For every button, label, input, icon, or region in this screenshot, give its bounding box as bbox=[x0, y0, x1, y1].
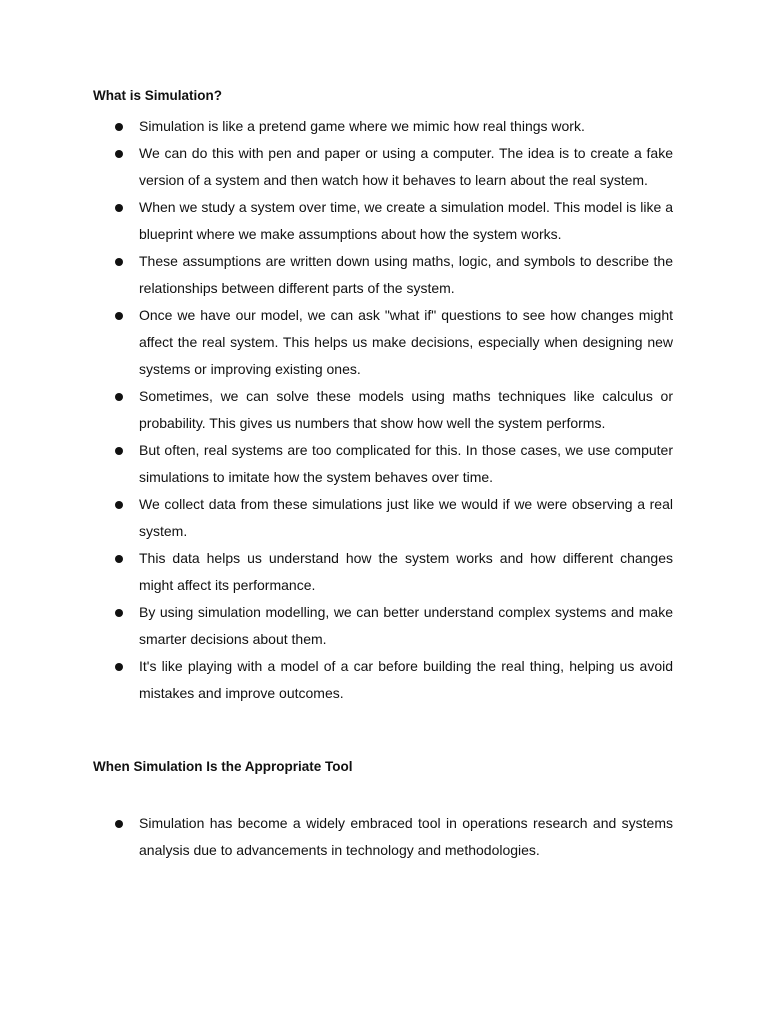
bullet-icon bbox=[115, 501, 123, 509]
bullet-icon bbox=[115, 258, 123, 266]
list-item bbox=[0, 491, 673, 545]
list-item-text: Once we have our model, we can ask "what if" questions to see how changes might affect the real system. This helps us make decisions, especially when designing new systems or improving existing ones. bbox=[139, 307, 673, 377]
list-item bbox=[0, 302, 673, 383]
bullet-icon bbox=[115, 393, 123, 401]
bullet-icon bbox=[115, 312, 123, 320]
list-item-text: But often, real systems are too complicated for this. In those cases, we use computer simulations to imitate how the system behaves over time. bbox=[139, 442, 673, 485]
bullet-icon bbox=[115, 123, 123, 131]
list-item-text: These assumptions are written down using maths, logic, and symbols to describe the relationships between different parts of the system. bbox=[139, 253, 673, 296]
list-item bbox=[0, 194, 673, 248]
bullet-icon bbox=[115, 204, 123, 212]
list-item bbox=[0, 140, 673, 194]
list-item-text: We can do this with pen and paper or using a computer. The idea is to create a fake version of a system and then watch how it behaves to learn about the real system. bbox=[139, 145, 673, 188]
list-item bbox=[0, 653, 673, 707]
bullet-icon bbox=[115, 447, 123, 455]
list-item bbox=[0, 248, 673, 302]
list-item bbox=[0, 810, 673, 864]
list-item bbox=[0, 113, 673, 140]
list-item-text: This data helps us understand how the system works and how different changes might affect its performance. bbox=[139, 550, 673, 593]
list-item-text: Simulation is like a pretend game where we mimic how real things work. bbox=[139, 118, 585, 134]
list-item-text: We collect data from these simulations just like we would if we were observing a real system. bbox=[139, 496, 673, 539]
bullet-icon bbox=[115, 609, 123, 617]
bullet-list-what-is-simulation bbox=[0, 113, 768, 707]
list-item-text: It's like playing with a model of a car before building the real thing, helping us avoid mistakes and improve outcomes. bbox=[139, 658, 673, 701]
section-heading-appropriate-tool: When Simulation Is the Appropriate Tool bbox=[93, 759, 353, 774]
list-item-text: By using simulation modelling, we can better understand complex systems and make smarter decisions about them. bbox=[139, 604, 673, 647]
section-heading-what-is-simulation: What is Simulation? bbox=[93, 88, 223, 103]
list-item-text: Simulation has become a widely embraced tool in operations research and systems analysis due to advancements in technology and methodologies. bbox=[139, 815, 673, 858]
list-item bbox=[0, 437, 673, 491]
list-item-text: When we study a system over time, we create a simulation model. This model is like a blueprint where we make assumptions about how the system works. bbox=[139, 199, 673, 242]
list-item-text: Sometimes, we can solve these models using maths techniques like calculus or probability. This gives us numbers that show how well the system performs. bbox=[139, 388, 673, 431]
bullet-icon bbox=[115, 150, 123, 158]
list-item bbox=[0, 599, 673, 653]
bullet-icon bbox=[115, 820, 123, 828]
list-item bbox=[0, 383, 673, 437]
bullet-list-appropriate-tool bbox=[0, 810, 768, 864]
bullet-icon bbox=[115, 663, 123, 671]
list-item bbox=[0, 545, 673, 599]
bullet-icon bbox=[115, 555, 123, 563]
